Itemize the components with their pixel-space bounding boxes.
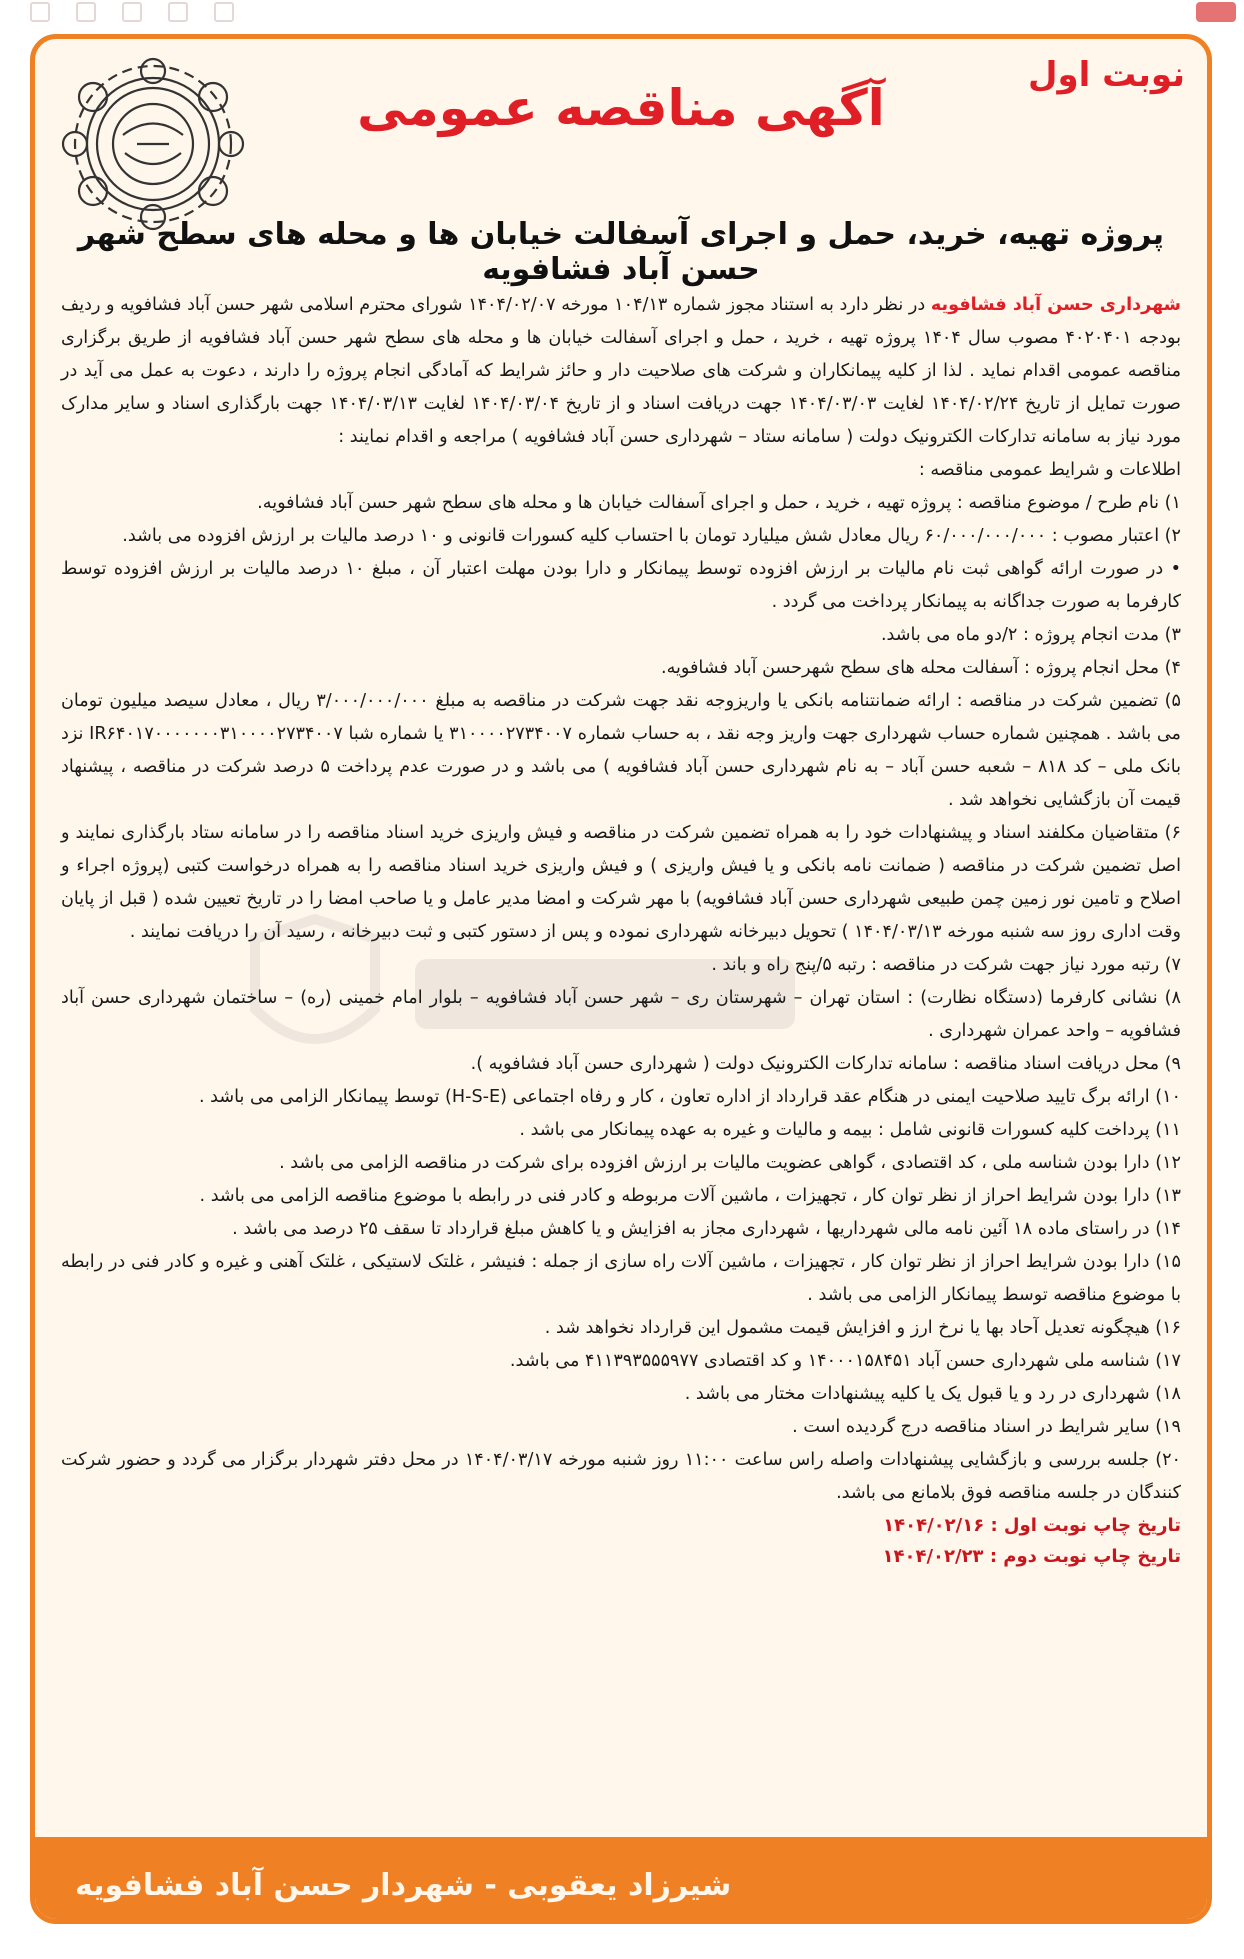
footer-bar [35, 1837, 1207, 1919]
decor-square-icon [214, 2, 234, 22]
list-item: ۱۹) سایر شرایط در اسناد مناقصه درج گردیده است . [792, 1417, 1181, 1437]
list-item: ۲۰) جلسه بررسی و بازگشایی پیشنهادات واصله راس ساعت ۱۱:۰۰ روز شنبه مورخه ۱۴۰۴/۰۳/۱۷ در محل دفتر شهردار برگزار می گردد و حضور شرکت کنندگان در جلسه مناقصه فوق بلامانع می باشد. [61, 1450, 1181, 1503]
list-item: ۱۶) هیچگونه تعدیل آحاد بها یا نرخ ارز و افزایش قیمت مشمول این قرارداد نخواهد شد . [544, 1318, 1181, 1338]
list-item: ۱۱) پرداخت کلیه کسورات قانونی شامل : بیمه و مالیات و غیره به عهده پیمانکار می باشد . [519, 1120, 1181, 1140]
notice-frame [30, 34, 1212, 1924]
list-item: ۱۳) دارا بودن شرایط احراز از نظر توان کار ، تجهیزات ، ماشین آلات مربوطه و کادر فنی در رابطه با موضوع مناقصه الزامی می باشد . [199, 1186, 1181, 1206]
corner-tab [1196, 2, 1236, 22]
list-item: ۱۵) دارا بودن شرایط احراز از نظر توان کار ، تجهیزات ، ماشین آلات راه سازی از جمله : فنیشر ، غلتک لاستیکی ، غلتک آهنی و غیره و کادر فنی در رابطه با موضوع مناقصه توسط پیمانکار الزامی می باشد . [61, 1252, 1181, 1305]
list-item: ۷) رتبه مورد نیاز جهت شرکت در مناقصه : رتبه ۵/پنج راه و باند . [711, 955, 1181, 975]
list-item: ۱۸) شهرداری در رد و یا قبول یک یا کلیه پیشنهادات مختار می باشد . [684, 1384, 1181, 1404]
first-print-date [61, 1510, 1181, 1541]
intro-paragraph [61, 289, 1181, 454]
list-item: ۵) تضمین شرکت در مناقصه : ارائه ضمانتنامه بانکی یا واریزوجه نقد جهت شرکت در مناقصه به مبلغ ۳/۰۰۰/۰۰۰/۰۰۰ ریال ، معادل سیصد میلیون تومان می باشد . همچنین شماره حساب شهرداری جهت واریز وجه نقد ، به حساب شماره ۳۱۰۰۰۰۲۷۳۴۰۰۷ یا شماره شبا IR۶۴۰۱۷۰۰۰۰۰۰۰۳۱۰۰۰۰۲۷۳۴۰۰۷ نزد بانک ملی – کد ۸۱۸ – شعبه حسن آباد – به نام شهرداری حسن آباد فشافویه ) می باشد و در صورت عدم پرداخت ۵ درصد شرکت در مناقصه ، پیشنهاد قیمت آن بازگشایی نخواهد شد . [61, 691, 1181, 810]
list-item: ۲) اعتبار مصوب : ۶۰/۰۰۰/۰۰۰/۰۰۰ ریال معادل شش میلیارد تومان با احتساب کلیه کسورات قانونی و ۱۰ درصد مالیات بر ارزش افزوده می باشد. [122, 526, 1181, 546]
first-print-value: ۱۴۰۴/۰۲/۱۶ [883, 1515, 985, 1536]
list-item: ۱۴) در راستای ماده ۱۸ آئین نامه مالی شهرداریها ، شهرداری مجاز به افزایش و یا کاهش مبلغ قرارداد تا سقف ۲۵ درصد می باشد . [232, 1219, 1181, 1239]
list-item: • در صورت ارائه گواهی ثبت نام مالیات بر ارزش افزوده توسط پیمانکار و دارا بودن مهلت اعتبار آن ، مبلغ ۱۰ درصد مالیات بر ارزش افزوده توسط کارفرما به صورت جداگانه به پیمانکار پرداخت می گردد . [61, 559, 1181, 612]
decor-square-icon [30, 2, 50, 22]
list-item: ۳) مدت انجام پروژه : ۲/دو ماه می باشد. [880, 625, 1181, 645]
list-item: ۱۲) دارا بودن شناسه ملی ، کد اقتصادی ، گواهی عضویت مالیات بر ارزش افزوده برای شرکت در مناقصه الزامی می باشد . [279, 1153, 1181, 1173]
mayor-signature: شیرزاد یعقوبی - شهردار حسن آباد فشافویه [75, 1868, 732, 1903]
project-title: پروژه تهیه، خرید، حمل و اجرای آسفالت خیابان ها و محله های سطح شهر حسن آباد فشافویه [77, 217, 1165, 287]
page-title: آگهی مناقصه عمومی [357, 79, 885, 137]
second-print-value: ۱۴۰۴/۰۲/۲۳ [882, 1546, 984, 1567]
list-item: ۴) محل انجام پروژه : آسفالت محله های سطح شهرحسن آباد فشافویه. [661, 658, 1181, 678]
second-print-label: تاریخ چاپ نوبت دوم : [989, 1546, 1181, 1567]
notice-body [61, 289, 1181, 1572]
decor-square-icon [168, 2, 188, 22]
list-item: ۱۷) شناسه ملی شهرداری حسن آباد ۱۴۰۰۰۱۵۸۴۵۱ و کد اقتصادی ۴۱۱۳۹۳۵۵۵۹۷۷ می باشد. [509, 1351, 1181, 1371]
top-decorations [30, 2, 234, 22]
decor-square-icon [122, 2, 142, 22]
list-item: ۱۰) ارائه برگ تایید صلاحیت ایمنی در هنگام عقد قرارداد از اداره تعاون ، کار و رفاه اجتماعی (H-S-E) توسط پیمانکار الزامی می باشد . [198, 1087, 1181, 1107]
second-print-date [61, 1541, 1181, 1572]
intro-text: در نظر دارد به استناد مجوز شماره ۱۰۴/۱۳ مورخه ۱۴۰۴/۰۲/۰۷ شورای محترم اسلامی شهر حسن آباد فشافویه و ردیف بودجه ۴۰۲۰۴۰۱ مصوب سال ۱۴۰۴ پروژه تهیه ، خرید ، حمل و اجرای آسفالت خیابان ها و محله های سطح شهر حسن آباد فشافویه از طریق برگزاری مناقصه عمومی اقدام نماید . لذا از کلیه پیمانکاران و شرکت های صلاحیت دار و حائز شرایط که آمادگی انجام پروژه را دارند ، دعوت به عمل می آید در صورت تمایل از تاریخ ۱۴۰۴/۰۲/۲۴ لغایت ۱۴۰۴/۰۳/۰۳ جهت دریافت اسناد و از تاریخ ۱۴۰۴/۰۳/۰۴ لغایت ۱۴۰۴/۰۳/۱۳ جهت بارگذاری اسناد و سایر مدارک مورد نیاز به سامانه تدارکات الکترونیک دولت ( سامانه ستاد – شهرداری حسن آباد فشافویه ) مراجعه و اقدام نمایند : [61, 295, 1181, 447]
top-strip [0, 0, 1244, 28]
list-item: ۹) محل دریافت اسناد مناقصه : سامانه تدارکات الکترونیک دولت ( شهرداری حسن آباد فشافویه ). [470, 1054, 1181, 1074]
conditions-heading: اطلاعات و شرایط عمومی مناقصه : [918, 460, 1181, 480]
list-item: ۸) نشانی کارفرما (دستگاه نظارت) : استان تهران – شهرستان ری – شهر حسن آباد فشافویه – بلوار امام خمینی (ره) – ساختمان شهرداری حسن آباد فشافویه – واحد عمران شهرداری . [61, 988, 1181, 1041]
municipality-name: شهرداری حسن آباد فشافویه [930, 295, 1181, 315]
first-print-label: تاریخ چاپ نوبت اول : [990, 1515, 1181, 1536]
list-item: ۱) نام طرح / موضوع مناقصه : پروژه تهیه ، خرید ، حمل و اجرای آسفالت خیابان ها و محله های سطح شهر حسن آباد فشافویه. [257, 493, 1181, 513]
round-label: نوبت اول [1028, 55, 1185, 95]
decor-square-icon [76, 2, 96, 22]
list-item: ۶) متقاضیان مکلفند اسناد و پیشنهادات خود را به همراه تضمین شرکت در مناقصه و فیش واریزی خرید اسناد مناقصه را در سامانه ستاد بارگذاری نمایند و اصل تضمین شرکت در مناقصه ( ضمانت نامه بانکی و یا فیش واریزی ) و فیش واریزی خرید اسناد مناقصه را به همراه درخواست کتبی (پروژه اجراء و اصلاح و تامین نور زمین چمن طبیعی شهرداری حسن آباد فشافویه) با مهر شرکت و امضا مدیر عامل و یا صاحب امضا را در تاریخ تعیین شده ( قبل از پایان وقت اداری روز سه شنبه مورخه ۱۴۰۴/۰۳/۱۳ ) تحویل دبیرخانه شهرداری نموده و پس از دستور کتبی و ثبت دبیرخانه ، رسید آن را دریافت نمایند . [61, 823, 1181, 942]
